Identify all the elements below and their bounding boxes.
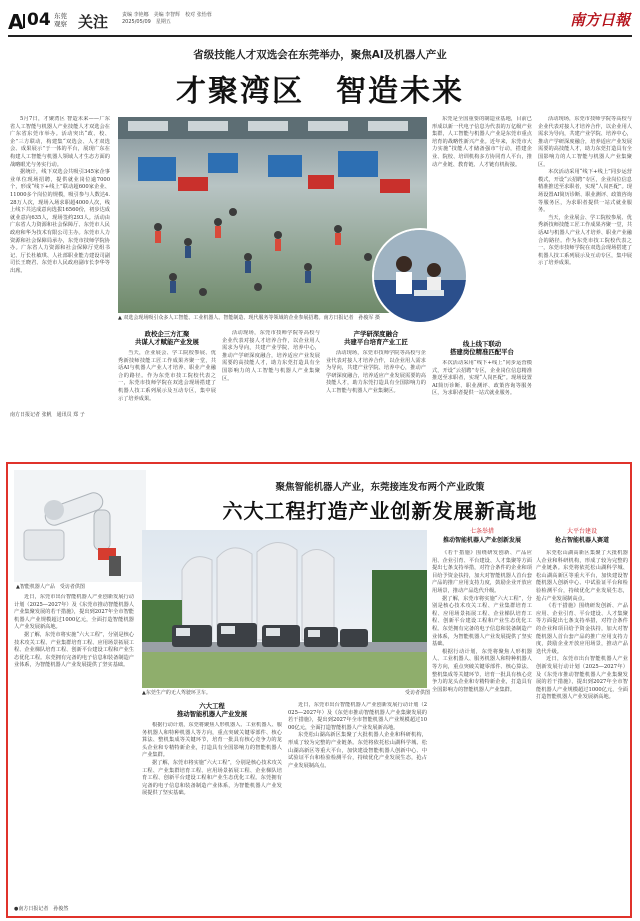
robot-arm-photo <box>14 470 146 582</box>
section-title: 关注 <box>78 13 109 31</box>
story1-sub1-title: 政校企三方汇聚 共谋人才赋能产业发展 <box>135 330 199 346</box>
sub2-paragraph: 活动现场，东莞市技师学院等高校与企业代表对接人才培养合作，以企业用人需求为导向，共建产业学院、培养中心，推动产学研深度融合，培养适应产业发展需要的高技能人才，助力东莞打造具有全国影响力的人工智能与机器人产业集聚区。 <box>326 350 426 394</box>
page-header <box>8 6 632 36</box>
vehicles-photo-credit: 受访者供图 <box>404 690 430 696</box>
story1-lead <box>10 116 110 406</box>
story1-sub3-title: 线上线下联动 搭建岗位精准匹配平台 <box>450 340 514 356</box>
col2-paragraph: 根据行动计划，东莞将聚焦人形机器人、工业机器人、服务机器人和特种机器人等方向，重点突破关键零部件、核心算法、整机集成等关键环节，培育一批具有核心竞争力的龙头企业和专精特新企业，打造具有全国影响力的智能机器人产业集群。 <box>142 722 282 759</box>
header-rule <box>8 35 632 37</box>
story1-sub2-title: 产学研深度融合 共建平台培育产业工匠 <box>344 330 408 346</box>
robot-photo-caption: ▲智能机器人产品 受访者供图 <box>16 584 85 590</box>
col3-paragraph-3: 根据行动计划，东莞将聚焦人形机器人、工业机器人、服务机器人和特种机器人等方向，重点突破关键零部件、核心算法、整机集成等关键环节，培育一批具有核心竞争力的龙头企业和专精特新企业，打造具有全国影响力的智能机器人产业集群。 <box>432 648 532 693</box>
section-small-1: 东莞 <box>54 12 67 20</box>
section-small-label <box>54 12 67 28</box>
col2-paragraph-2: 据了解，东莞市将实施“六大工程”，分别是核心技术攻关工程、产业集群培育工程、应用场景拓展工程、企业梯队培育工程、创新平台建设工程和产业生态优化工程。东莞拥有完备的电子信息和装备制造产业体系，为智能机器人产业发展提供了坚实基础。 <box>142 759 282 797</box>
body-left-paragraph: 据统计，线下双选会共吸引345家企事业单位现场招聘，提供就业岗位逾7000个，形成“线下+线上”联动超600家企业、11000多个岗位的规模，吸引参与人数达4.28万人次，现场入场求职超4000人次，线上线下共达成意向选拔16560份，初步达成就业意向635人，现场签约293人。活动由广东省人力资源和社会保障厅、东莞市人民政府和华为技术有限公司主办。东莞市人力资源和社会保障局承办，东莞市技师学院协办。广东省人力资源和社会保障厅党组书记、厅长杜敏琪、人社部职业能力建设司副司长王晓君、东莞市人民政府副市长李华等出席。 <box>10 169 110 274</box>
sub1b-paragraph: 活动现场，东莞市技师学院等高校与企业代表对接人才培养合作，以企业用人需求为导向，共建产业学院、培养中心，推动产学研深度融合，培养适应产业发展需要的高技能人才，助力东莞打造具有全国影响力的人工智能与机器人产业集聚区。 <box>222 330 320 382</box>
masthead-logo: 南方日報 <box>569 11 630 29</box>
robot-arm-graphic <box>14 470 146 582</box>
section-small-2: 观察 <box>54 20 67 28</box>
col2-body <box>142 722 282 912</box>
editor-credits <box>122 12 212 26</box>
body-right2-paragraph: 活动现场，东莞市技师学院等高校与企业代表对接人才培养合作，以企业用人需求为导向，共建产业学院、培养中心，推动产学研深度融合，培养适应产业发展需要的高技能人才，助力东莞打造具有全国影响力的人工智能与机器人产业集聚区。 <box>538 116 632 168</box>
col4-body <box>536 550 628 912</box>
col3-kicker: 七条举措 <box>469 528 494 535</box>
vehicles-photo <box>142 530 427 688</box>
col3-title: 推动智能机器人产业创新发展 <box>442 537 521 544</box>
col2b-body <box>288 702 427 912</box>
col4-paragraph-2: 《若干措施》围绕研发创新、产品应用、企业引育、平台建设、人才集聚等方面提出七条支持举措，对符合条件的企业和项目给予资金扶持，加大对智能机器人首台套产品的推广应用支持力度，鼓励企业开放应用场景，推动产品迭代升级。 <box>536 603 628 655</box>
inset-photo-graphic <box>374 230 466 322</box>
vehicles-photo-graphic <box>142 530 427 688</box>
story2-body-paragraph: 据了解，东莞市将实施“六大工程”，分别是核心技术攻关工程、产业集群培育工程、应用场景拓展工程、企业梯队培育工程、创新平台建设工程和产业生态优化工程。东莞拥有完备的电子信息和装备制造产业体系，为智能机器人产业发展提供了坚实基础。 <box>14 631 134 669</box>
body-right-paragraph: 东莞是全国重要的制造业基地，目前已形成以新一代电子信息为代表的万亿级产业集群，人工智能与机器人产业是东莞市重点培育的战略性新兴产业。近年来，东莞市大力实施“技能人才储备强市”行动，搭建企业、院校、培训机构多方协同育人平台，推动产业链、教育链、人才链有机衔接。 <box>432 116 532 168</box>
story2-kicker: 聚焦智能机器人产业，东莞接连发布两个产业政策 <box>275 482 485 493</box>
sub3-paragraph: 本次活动采用“线下+线上”同步运营模式，开设“云招聘”专区，企业岗位信息精准推送至求职者，实现“人岗匹配”。现场设置AI简历诊断、职业测评、政策咨询等服务区，为求职者提供一站式就业服务。 <box>432 360 532 397</box>
col2-title: 六大工程 推动智能机器人产业发展 <box>176 702 248 718</box>
page-number: 04 <box>27 10 51 30</box>
col4-title: 抢占智能机器人赛道 <box>554 537 609 544</box>
lead-paragraph: 5月7日，才聚湾区 智造未来——广东省人工智能与机器人产业技能人才双选会在广东省东莞市举办。活动突出“政、校、企”三方联动，构建集“双选会、人才双选会、成果展示”于一体的平台，展现广东在构建人工智能与机器人领域人才生态方面的战略眼光与务实行动。 <box>10 116 110 168</box>
page-divider <box>23 14 25 28</box>
story1-body-right <box>432 116 532 228</box>
jobfair-photo-caption: ▲ 双选会现场吸引众多人工智能、工业机器人、智能制造、现代服务等领域的企业参展招聘。南方日报记者 孙俊军 摄 <box>118 315 381 321</box>
story1-sub3-body <box>432 360 532 446</box>
story1-sub1b-body <box>222 330 320 446</box>
col2b-paragraph-2: 东莞松山湖高新区集聚了大批机器人企业和科研机构，形成了较为完整的产业链条。东莞将依托松山湖科学城、松山湖高新区等重大平台，加快建设智能机器人创新中心、中试验证平台和检验检测平台，持续优化产业发展生态，抢占产业发展制高点。 <box>288 732 427 769</box>
story1-headline: 才聚湾区 智造未来 <box>176 74 464 109</box>
col4-paragraph: 东莞松山湖高新区集聚了大批机器人企业和科研机构，形成了较为完整的产业链条。东莞将依托松山湖科学城、松山湖高新区等重大平台，加快建设智能机器人创新中心、中试验证平台和检验检测平台，持续优化产业发展生态，抢占产业发展制高点。 <box>536 550 628 602</box>
editor-line: 责编 李艳娜 美编 李智辉 校对 张怡蓉 <box>122 12 212 18</box>
story2-lead-paragraph: 近日，东莞市出台智能机器人产业创新发展行动计划（2025—2027年）及《东莞市推动智能机器人产业集聚发展的若干措施》，提出到2027年全市智能机器人产业规模超过1000亿元，全面打造智能机器人产业发展新高地。 <box>14 594 134 631</box>
story1-byline: 南方日报记者 张帆 通讯员 郑 子 <box>10 412 85 418</box>
date-line: 2025/05/09 星期五 <box>122 19 171 25</box>
story1-kicker: 省级技能人才双选会在东莞举办，聚焦AI及机器人产业 <box>193 49 447 61</box>
story2-lead <box>14 594 134 904</box>
body-right4-paragraph: 当天，企业展会、学工院校参展、优秀新技师技能工匠工作成果齐聚一堂，共话AI与机器人产业人才培养、职业产业融合的路径。作为东莞市技工院校代表之一，东莞市技师学院在双选会现场搭建了机器人技工系列展示及互动专区，集中展示了培养成果。 <box>538 214 632 267</box>
col4-kicker: 大平台建设 <box>566 528 597 535</box>
vehicles-photo-caption: ▲东莞生产的无人驾驶环卫车。 <box>142 690 211 696</box>
story1-sub2-body <box>326 350 426 446</box>
body-right3-paragraph: 本次活动采用“线下+线上”同步运营模式，开设“云招聘”专区，企业岗位信息精准推送至求职者，实现“人岗匹配”。现场设置AI简历诊断、职业测评、政策咨询等服务区，为求职者提供一站式就业服务。 <box>538 169 632 214</box>
story1-body-right2 <box>538 116 632 446</box>
page-code: A <box>8 10 24 34</box>
jobfair-inset-photo <box>372 228 468 324</box>
col2b-paragraph: 近日，东莞市出台智能机器人产业创新发展行动计划（2025—2027年）及《东莞市推动智能机器人产业集聚发展的若干措施》，提出到2027年全市智能机器人产业规模超过1000亿元，全面打造智能机器人产业发展新高地。 <box>288 702 427 731</box>
col3-paragraph-2: 据了解，东莞市将实施“六大工程”，分别是核心技术攻关工程、产业集群培育工程、应用场景拓展工程、企业梯队培育工程、创新平台建设工程和产业生态优化工程。东莞拥有完备的电子信息和装备制造产业体系，为智能机器人产业发展提供了坚实基础。 <box>432 595 532 648</box>
col4-paragraph-3: 近日，东莞市出台智能机器人产业创新发展行动计划（2025—2027年）及《东莞市推动智能机器人产业集聚发展的若干措施》，提出到2027年全市智能机器人产业规模超过1000亿元，全面打造智能机器人产业发展新高地。 <box>536 656 628 701</box>
story2-byline: ●南方日报记者 孙俊然 <box>14 906 69 912</box>
col3-body <box>432 550 532 912</box>
story1-sub1-body <box>118 350 216 446</box>
col3-paragraph: 《若干措施》围绕研发创新、产品应用、企业引育、平台建设、人才集聚等方面提出七条支持举措，对符合条件的企业和项目给予资金扶持，加大对智能机器人首台套产品的推广应用支持力度，鼓励企业开放应用场景，推动产品迭代升级。 <box>432 550 532 594</box>
story2-headline: 六大工程打造产业创新发展新高地 <box>222 499 538 523</box>
sub1-paragraph: 当天，企业展会、学工院校参展、优秀新技师技能工匠工作成果齐聚一堂，共话AI与机器人产业人才培养、职业产业融合的路径。作为东莞市技工院校代表之一，东莞市技师学院在双选会现场搭建了机器人技工系列展示及互动专区，集中展示了培养成果。 <box>118 350 216 402</box>
